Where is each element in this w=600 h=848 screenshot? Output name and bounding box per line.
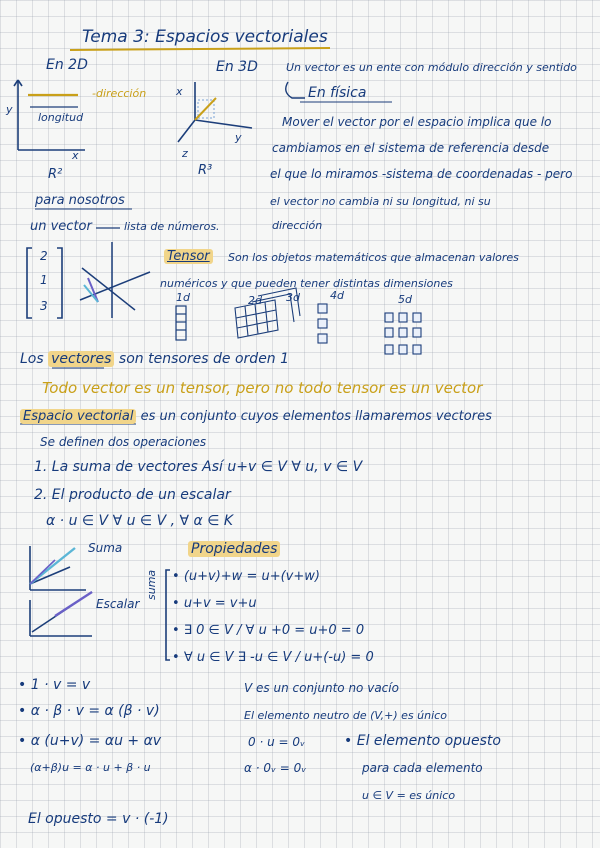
opuesto-formula: El opuesto = v · (-1): [28, 811, 169, 827]
label-en-2d: En 2D: [46, 57, 88, 73]
suma-diagram: [30, 546, 86, 590]
physics-line-5: el que lo miramos -sistema de coordenadas - pero: [270, 167, 573, 181]
propiedad-2: • u+v = v+u: [172, 596, 257, 611]
para-nosotros-heading: para nosotros: [35, 193, 125, 208]
operaciones-intro: Se definen dos operaciones: [40, 435, 207, 449]
purple-vector: [88, 278, 98, 302]
tensor-5d: [385, 313, 421, 354]
propiedades-side-label: suma: [145, 569, 158, 600]
nota-alfa-cero: α · 0ᵥ = 0ᵥ: [244, 761, 307, 775]
label-r3: R³: [198, 163, 213, 178]
nota-neutro: El elemento neutro de (V,+) es único: [244, 709, 447, 722]
nota-cero-u: 0 · u = 0ᵥ: [248, 735, 306, 749]
tensor-1d: [176, 306, 186, 340]
propiedades-heading: Propiedades: [188, 542, 280, 557]
suma-label: Suma: [88, 541, 123, 555]
vector-entry-3: 3: [40, 299, 48, 313]
label-longitud: longitud: [38, 111, 84, 124]
espacio-definition: Espacio vectorial es un conjunto cuyos elementos llamaremos vectores: [20, 410, 492, 424]
lista-numeros-text: lista de números.: [124, 220, 220, 233]
physics-line-6: el vector no cambia ni su longitud, ni su: [270, 195, 491, 208]
axis-y-2d: y: [6, 103, 13, 116]
dim-5d: 5d: [398, 293, 412, 306]
orden-line: Los vectores son tensores de orden 1: [20, 351, 290, 367]
axioma-4: (α+β)u = α · u + β · u: [30, 761, 151, 774]
tensor-4d: [318, 304, 327, 343]
physics-line-7: dirección: [272, 219, 323, 232]
opuesto-line-3: u ∈ V = es único: [362, 789, 456, 802]
dim-2d: 2d: [248, 294, 262, 307]
dim-1d: 1d: [176, 291, 190, 304]
dim-3d: 3d: [286, 291, 300, 304]
tensor-line-2: numéricos y que pueden tener distintas dimensiones: [160, 277, 453, 290]
operacion-producto: 2. El producto de un escalar: [34, 487, 231, 503]
opuesto-line-2: para cada elemento: [362, 761, 483, 775]
physics-line-1: Un vector es un ente con módulo dirección y sentido: [286, 61, 577, 74]
propiedad-3: • ∃ 0 ∈ V / ∀ u +0 = u+0 = 0: [172, 623, 365, 638]
curved-arrow: [286, 82, 305, 98]
tensor-label: Tensor: [164, 250, 213, 264]
axioma-1: • 1 · v = v: [18, 677, 91, 693]
highlight-sentence: Todo vector es un tensor, pero no todo tensor es un vector: [42, 379, 483, 397]
label-r2: R²: [48, 167, 63, 182]
physics-line-2: En física: [308, 85, 367, 101]
axis-z-3d: z: [182, 147, 188, 160]
axis-x-2d: x: [72, 149, 79, 162]
operacion-producto-formula: α · u ∈ V ∀ u ∈ V , ∀ α ∈ K: [46, 513, 234, 529]
tensor-axes: [80, 242, 150, 318]
axioma-2: • α · β · v = α (β · v): [18, 703, 160, 719]
escalar-diagram: [30, 592, 92, 636]
vector-3d-arrow: [195, 98, 216, 120]
nota-no-vacio: V es un conjunto no vacío: [244, 681, 399, 695]
operacion-suma: 1. La suma de vectores Así u+v ∈ V ∀ u, v ∈ V: [34, 459, 363, 475]
title-underline: [70, 48, 330, 50]
physics-line-4: cambiamos en el sistema de referencia desde: [272, 141, 550, 155]
label-en-3d: En 3D: [216, 59, 258, 75]
physics-line-3: Mover el vector por el espacio implica que lo: [282, 115, 552, 129]
axis-y-3d: y: [235, 131, 242, 144]
axis-x-3d: x: [176, 85, 183, 98]
propiedades-brace: [166, 570, 170, 660]
tensor-line-1: Son los objetos matemáticos que almacenan valores: [228, 251, 519, 264]
propiedad-4: • ∀ u ∈ V ∃ -u ∈ V / u+(-u) = 0: [172, 650, 374, 665]
label-direccion: -dirección: [92, 87, 147, 100]
escalar-label: Escalar: [96, 597, 140, 611]
un-vector-text: un vector: [30, 219, 92, 234]
dim-4d: 4d: [330, 289, 344, 302]
propiedad-1: • (u+v)+w = u+(v+w): [172, 569, 320, 584]
page-title: Tema 3: Espacios vectoriales: [82, 27, 328, 47]
opuesto-line-1: • El elemento opuesto: [344, 733, 501, 749]
vector-entry-2: 1: [40, 273, 48, 287]
axioma-3: • α (u+v) = αu + αv: [18, 733, 162, 749]
vector-entry-1: 2: [40, 249, 48, 263]
